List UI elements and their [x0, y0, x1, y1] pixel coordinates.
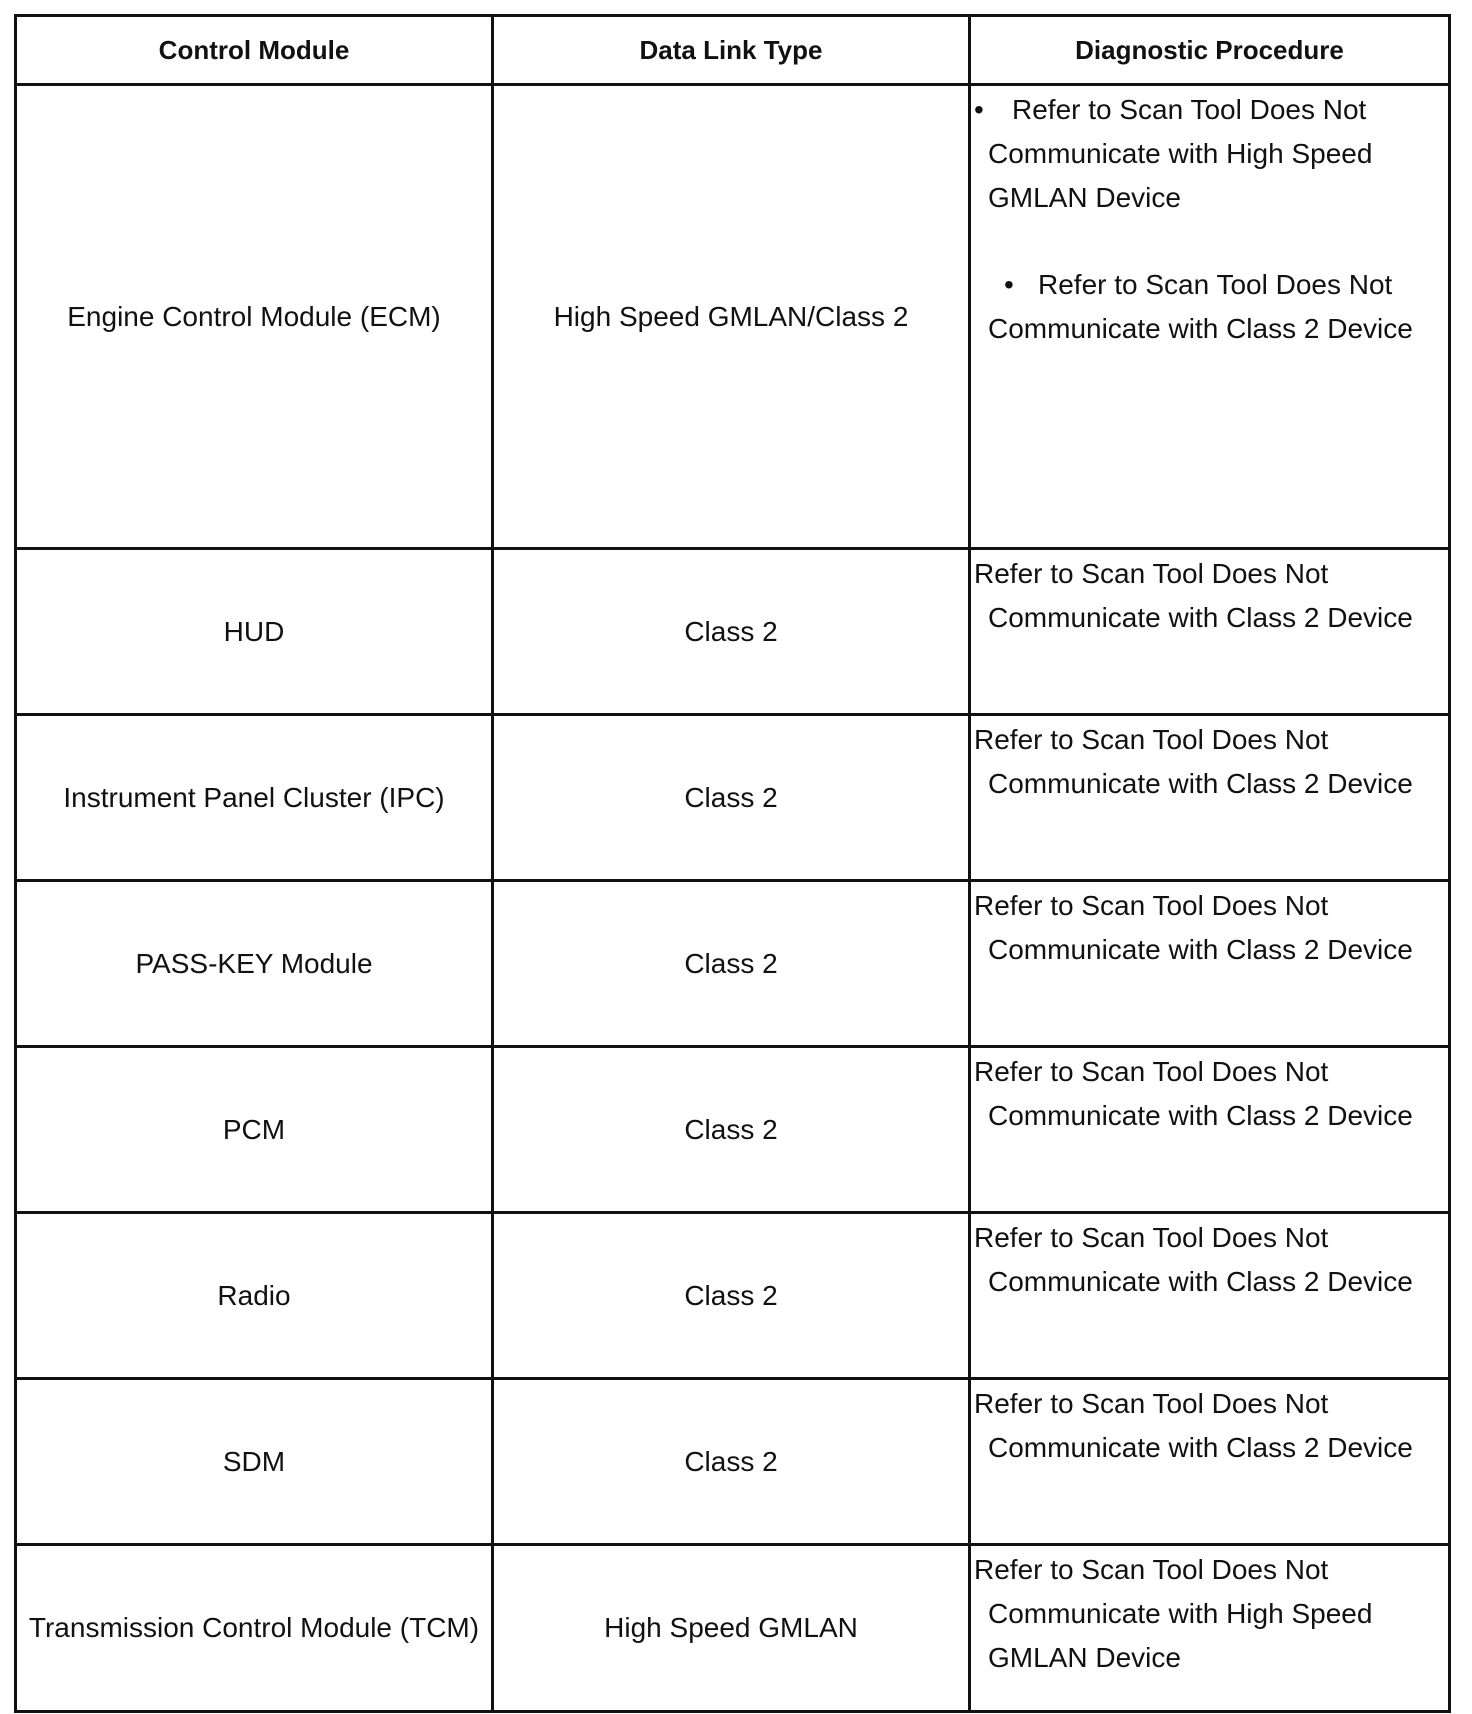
- procedure-text-rest: Communicate with Class 2 Device: [988, 768, 1413, 799]
- procedure-bullet-item: [974, 88, 1442, 220]
- link-type-cell: High Speed GMLAN/Class 2: [493, 85, 970, 549]
- link-type-cell: Class 2: [493, 1213, 970, 1379]
- module-cell: SDM: [16, 1379, 493, 1545]
- procedure-text-first: Refer to Scan Tool Does Not: [974, 1388, 1329, 1419]
- module-cell: PASS-KEY Module: [16, 881, 493, 1047]
- table-row: [16, 1379, 1450, 1545]
- procedure-text-rest: Communicate with Class 2 Device: [988, 1266, 1413, 1297]
- bullet-marker: •: [1004, 269, 1014, 300]
- procedure-cell: [970, 1213, 1450, 1379]
- procedure-text-rest: Communicate with High Speed GMLAN Device: [988, 138, 1373, 213]
- module-cell: HUD: [16, 549, 493, 715]
- link-type-cell: Class 2: [493, 549, 970, 715]
- procedure-text-rest: Communicate with Class 2 Device: [988, 934, 1413, 965]
- procedure-text-rest: Communicate with Class 2 Device: [988, 602, 1413, 633]
- procedure-text-rest: Communicate with Class 2 Device: [988, 1432, 1413, 1463]
- procedure-text-first: Refer to Scan Tool Does Not: [974, 1222, 1329, 1253]
- link-type-cell: High Speed GMLAN: [493, 1545, 970, 1712]
- module-cell: Instrument Panel Cluster (IPC): [16, 715, 493, 881]
- procedure-cell: [970, 1545, 1450, 1712]
- link-type-cell: Class 2: [493, 1379, 970, 1545]
- procedure-text-rest: Communicate with High Speed GMLAN Device: [988, 1598, 1373, 1673]
- table-row: [16, 85, 1450, 549]
- table-row: [16, 549, 1450, 715]
- procedure-cell: [970, 549, 1450, 715]
- header-control-module: Control Module: [16, 16, 493, 85]
- module-cell: Radio: [16, 1213, 493, 1379]
- table-header-row: [16, 16, 1450, 85]
- table-row: [16, 881, 1450, 1047]
- procedure-text-first: Refer to Scan Tool Does: [1038, 269, 1341, 300]
- procedure-cell: [970, 1047, 1450, 1213]
- module-cell: Transmission Control Module (TCM): [16, 1545, 493, 1712]
- header-data-link-type: Data Link Type: [493, 16, 970, 85]
- procedure-cell: [970, 881, 1450, 1047]
- procedure-text-first: Refer to Scan Tool Does Not: [974, 890, 1329, 921]
- procedure-text-rest: Not Communicate with Class 2 Device: [988, 269, 1413, 344]
- procedure-text-first: Refer to Scan Tool Does Not: [974, 558, 1329, 589]
- control-module-table: [14, 14, 1451, 1713]
- table-row: [16, 715, 1450, 881]
- table-row: [16, 1047, 1450, 1213]
- procedure-text-first: Refer to Scan Tool Does Not: [974, 1056, 1329, 1087]
- procedure-text-rest: Communicate with Class 2 Device: [988, 1100, 1413, 1131]
- bullet-marker: •: [974, 94, 984, 125]
- module-cell: PCM: [16, 1047, 493, 1213]
- procedure-bullet-item: [974, 263, 1442, 351]
- link-type-cell: Class 2: [493, 715, 970, 881]
- table-row: [16, 1545, 1450, 1712]
- procedure-text-first: Refer to Scan Tool Does Not: [974, 1554, 1329, 1585]
- module-cell: Engine Control Module (ECM): [16, 85, 493, 549]
- link-type-cell: Class 2: [493, 1047, 970, 1213]
- link-type-cell: Class 2: [493, 881, 970, 1047]
- table-row: [16, 1213, 1450, 1379]
- procedure-text-first: Refer to Scan Tool Does Not: [974, 724, 1329, 755]
- procedure-cell: [970, 1379, 1450, 1545]
- procedure-text-first: Refer to Scan Tool Does Not: [1012, 94, 1367, 125]
- procedure-cell: [970, 715, 1450, 881]
- procedure-cell: [970, 85, 1450, 549]
- header-diagnostic-procedure: Diagnostic Procedure: [970, 16, 1450, 85]
